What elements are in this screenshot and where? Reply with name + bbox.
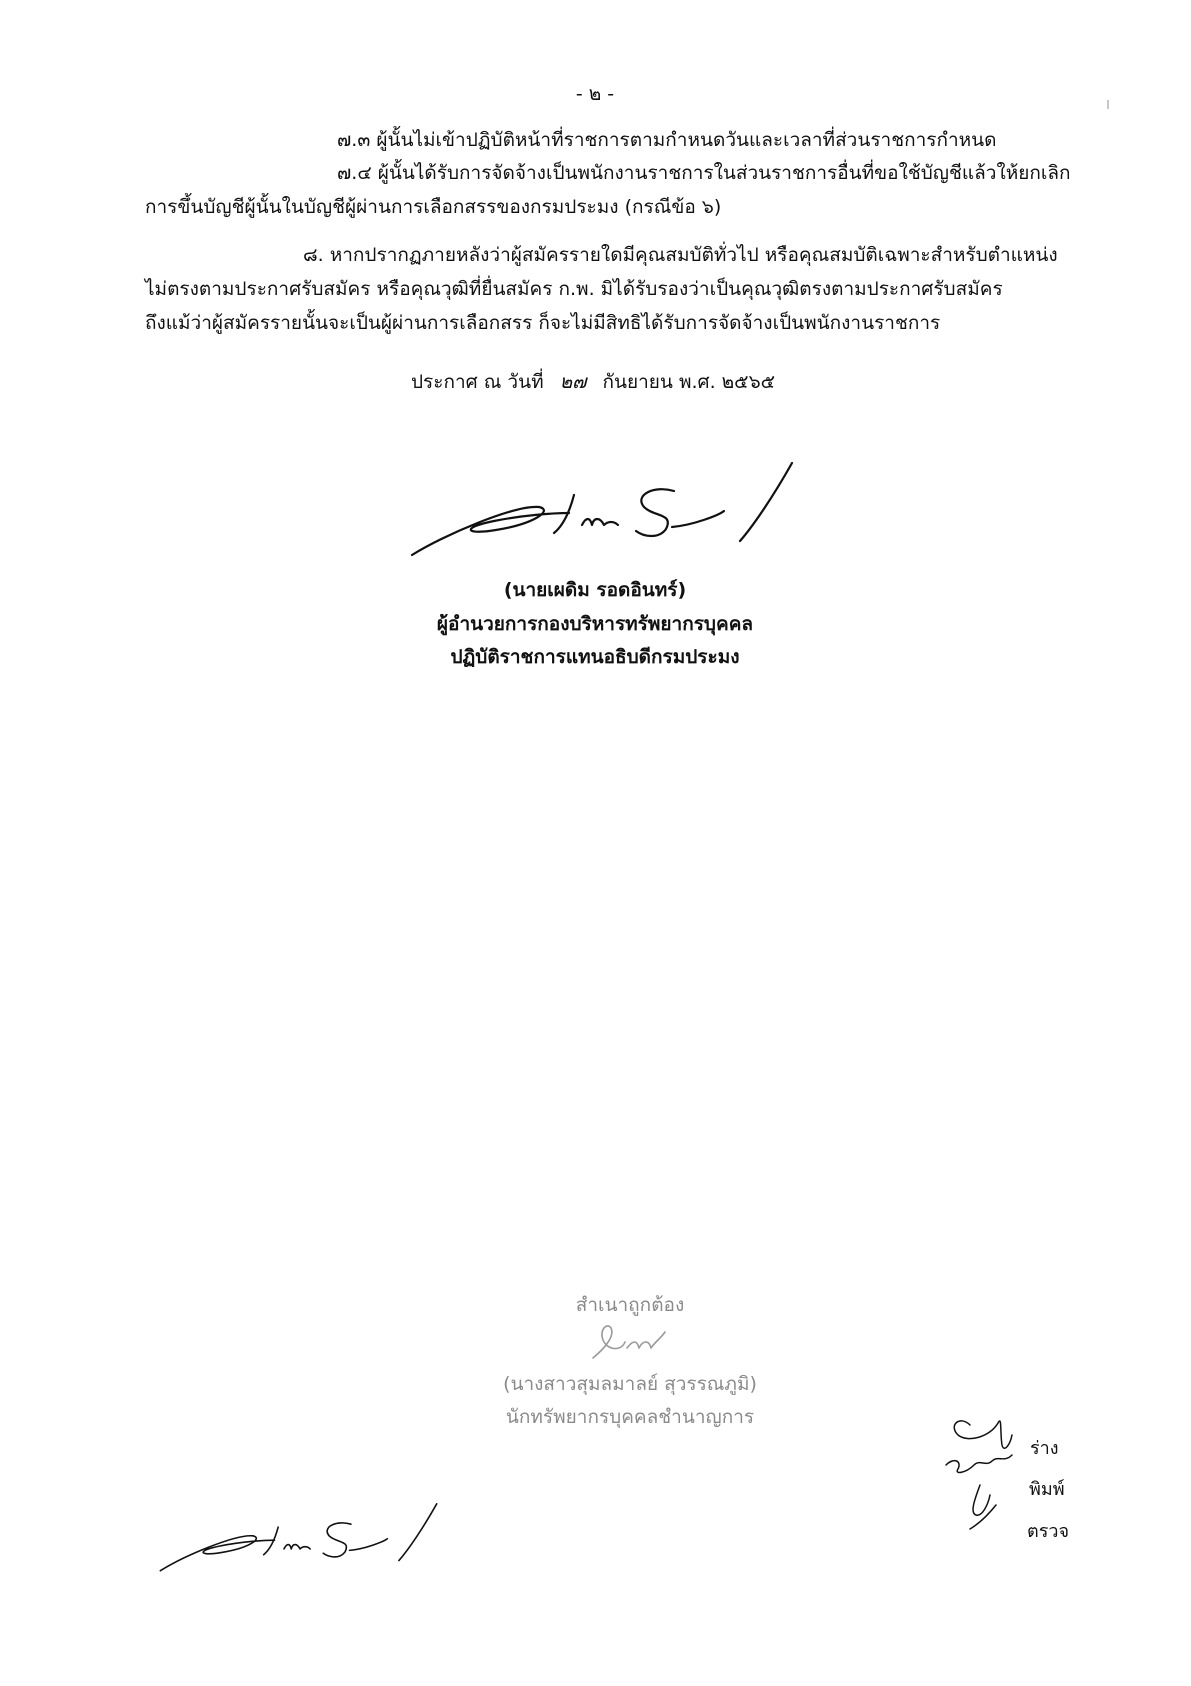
item-8-line-2: ไม่ตรงตามประกาศรับสมัคร หรือคุณวุฒิที่ยื่นสมัคร ก.พ. มิได้รับรองว่าเป็นคุณวุฒิตรงตามประกาศรับสมัคร (145, 278, 1003, 300)
announcement-month-year: กันยายน พ.ศ. ๒๕๖๕ (602, 371, 776, 393)
signatory-name: (นายเผดิม รอดอินทร์) (503, 579, 687, 601)
scan-speck (1107, 100, 1109, 109)
certifier-name: (นางสาวสุมลมาลย์ สุวรรณภูมิ) (503, 1373, 757, 1395)
routing-draft: ร่าง (1030, 1438, 1059, 1459)
announcement-date (411, 370, 775, 394)
item-8-line-1: ๘. หากปรากฏภายหลังว่าผู้สมัครรายใดมีคุณสมบัติทั่วไป หรือคุณสมบัติเฉพาะสำหรับตำแหน่ง (303, 244, 1058, 266)
signatory-position: ผู้อำนวยการกองบริหารทรัพยากรบุคคล (436, 613, 754, 635)
certifier-signature (585, 1318, 685, 1368)
routing-check: ตรวจ (1027, 1521, 1070, 1542)
item-7-4-line-1: ๗.๔ ผู้นั้นได้รับการจัดจ้างเป็นพนักงานราชการในส่วนราชการอื่นที่ขอใช้บัญชีแล้วให้ยกเลิก (337, 162, 1071, 184)
item-8-line-3: ถึงแม้ว่าผู้สมัครรายนั้นจะเป็นผู้ผ่านการเลือกสรร ก็จะไม่มีสิทธิได้รับการจัดจ้างเป็นพนักงานราชการ (145, 312, 941, 334)
item-7-3: ๗.๓ ผู้นั้นไม่เข้าปฏิบัติหน้าที่ราชการตามกำหนดวันและเวลาที่ส่วนราชการกำหนด (337, 129, 997, 151)
certifier-position: นักทรัพยากรบุคคลชำนาญการ (505, 1406, 755, 1428)
footer-signature (115, 1498, 485, 1578)
routing-initials (940, 1405, 1040, 1545)
item-7-4-line-2: การขึ้นบัญชีผู้นั้นในบัญชีผู้ผ่านการเลือกสรรของกรมประมง (กรณีข้อ ๖) (145, 196, 722, 218)
announcement-day: ๒๗ (559, 371, 587, 393)
signatory-acting: ปฏิบัติราชการแทนอธิบดีกรมประมง (450, 646, 740, 668)
routing-print: พิมพ์ (1029, 1479, 1065, 1500)
certified-copy-label: สำเนาถูกต้อง (575, 1294, 685, 1316)
page-number: - ๒ - (575, 83, 615, 105)
announcement-prefix: ประกาศ ณ วันที่ (411, 371, 544, 393)
director-signature (404, 455, 804, 565)
